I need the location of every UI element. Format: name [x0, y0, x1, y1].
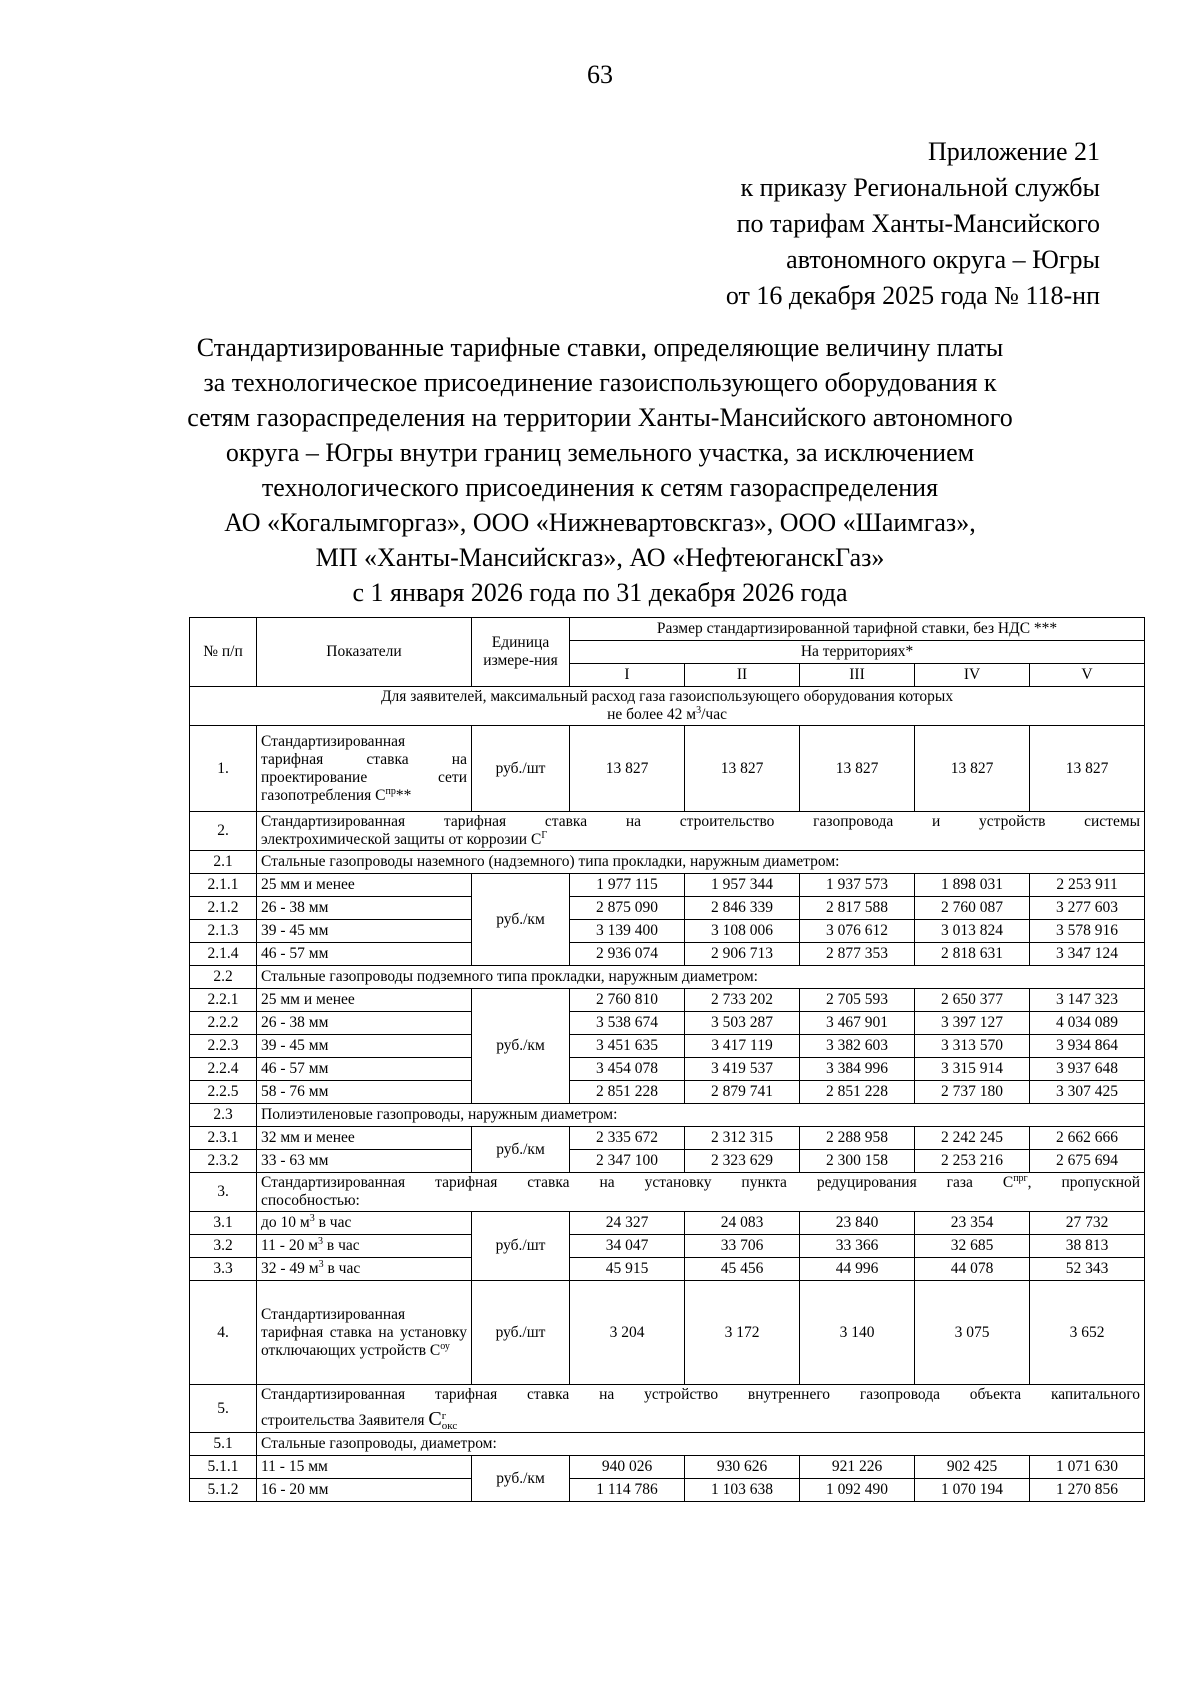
- value-cell: 3 147 323: [1030, 989, 1145, 1012]
- row-unit: руб./км: [472, 1456, 570, 1502]
- row-unit: руб./км: [472, 989, 570, 1104]
- row-label: 32 мм и менее: [257, 1127, 472, 1150]
- table-row: [190, 1058, 1145, 1081]
- title-line: за технологическое присоединение газоиспользующего оборудования к: [203, 368, 997, 397]
- row-label: 46 - 57 мм: [257, 1058, 472, 1081]
- value-cell: 2 818 631: [915, 943, 1030, 966]
- value-cell: 44 078: [915, 1258, 1030, 1281]
- section-header-line: не более 42 $м^3$/час: [607, 704, 727, 723]
- value-cell: 2 312 315: [685, 1127, 800, 1150]
- row-num: 5.1.2: [190, 1479, 257, 1502]
- table-row: [190, 897, 1145, 920]
- row-text: Стальные газопроводы, диаметром:: [257, 1433, 1145, 1456]
- value-cell: 2 877 353: [800, 943, 915, 966]
- value-cell: 13 827: [570, 726, 685, 812]
- row-num: 2.1.4: [190, 943, 257, 966]
- value-cell: 2 851 228: [800, 1081, 915, 1104]
- value-cell: 3 076 612: [800, 920, 915, 943]
- value-cell: 1 103 638: [685, 1479, 800, 1502]
- tariff-table: [189, 617, 1145, 1502]
- value-cell: 23 354: [915, 1212, 1030, 1235]
- table-row: [190, 1104, 1145, 1127]
- value-cell: 3 313 570: [915, 1035, 1030, 1058]
- value-cell: 3 204: [570, 1281, 685, 1385]
- row-num: 2.: [190, 812, 257, 851]
- value-cell: 3 382 603: [800, 1035, 915, 1058]
- value-cell: 2 936 074: [570, 943, 685, 966]
- row-label: 39 - 45 мм: [257, 1035, 472, 1058]
- row-unit: руб./км: [472, 1127, 570, 1173]
- value-cell: 2 879 741: [685, 1081, 800, 1104]
- appendix-line: к приказу Региональной службы: [740, 173, 1100, 202]
- table-row: [190, 1173, 1145, 1212]
- table-row: [190, 1479, 1145, 1502]
- row-num: 2.2.1: [190, 989, 257, 1012]
- value-cell: 3 454 078: [570, 1058, 685, 1081]
- value-cell: 2 323 629: [685, 1150, 800, 1173]
- section-header-row: [190, 687, 1145, 726]
- document-title: [120, 330, 1080, 610]
- row-text: Стандартизированная тарифная ставка на установку отключающих устройств $С^{оу}$: [257, 1281, 472, 1385]
- value-cell: 13 827: [915, 726, 1030, 812]
- value-cell: 930 626: [685, 1456, 800, 1479]
- header-territory-5: V: [1030, 664, 1145, 687]
- row-num: 5.1.1: [190, 1456, 257, 1479]
- table-row: [190, 1150, 1145, 1173]
- value-cell: 1 898 031: [915, 874, 1030, 897]
- value-cell: 3 419 537: [685, 1058, 800, 1081]
- value-cell: 2 733 202: [685, 989, 800, 1012]
- value-cell: 3 417 119: [685, 1035, 800, 1058]
- row-num: 2.1.1: [190, 874, 257, 897]
- row-num: 2.2: [190, 966, 257, 989]
- row-text: Стандартизированная тарифная ставка на строительство газопровода и устройств системы электрохимической защиты от коррозии $С^Г$: [257, 812, 1145, 851]
- value-cell: 1 937 573: [800, 874, 915, 897]
- row-label: 25 мм и менее: [257, 989, 472, 1012]
- value-cell: 3 451 635: [570, 1035, 685, 1058]
- row-label: 25 мм и менее: [257, 874, 472, 897]
- value-cell: 2 737 180: [915, 1081, 1030, 1104]
- row-text: Полиэтиленовые газопроводы, наружным диаметром:: [257, 1104, 1145, 1127]
- value-cell: 1 092 490: [800, 1479, 915, 1502]
- value-cell: 3 139 400: [570, 920, 685, 943]
- value-cell: 2 846 339: [685, 897, 800, 920]
- value-cell: 1 114 786: [570, 1479, 685, 1502]
- title-line: с 1 января 2026 года по 31 декабря 2026 года: [352, 578, 848, 607]
- value-cell: 3 384 996: [800, 1058, 915, 1081]
- row-label: 32 - 49 $м^3$ в час: [257, 1258, 472, 1281]
- table-row: [190, 920, 1145, 943]
- row-label: 11 - 15 мм: [257, 1456, 472, 1479]
- value-cell: 23 840: [800, 1212, 915, 1235]
- table-row: [190, 1433, 1145, 1456]
- value-cell: 24 327: [570, 1212, 685, 1235]
- value-cell: 3 075: [915, 1281, 1030, 1385]
- row-num: 2.1.2: [190, 897, 257, 920]
- value-cell: 3 937 648: [1030, 1058, 1145, 1081]
- table-row: [190, 851, 1145, 874]
- row-label: 16 - 20 мм: [257, 1479, 472, 1502]
- value-cell: 13 827: [685, 726, 800, 812]
- row-num: 2.3.1: [190, 1127, 257, 1150]
- row-unit: руб./шт: [472, 1212, 570, 1281]
- value-cell: 13 827: [800, 726, 915, 812]
- value-cell: 3 578 916: [1030, 920, 1145, 943]
- value-cell: 27 732: [1030, 1212, 1145, 1235]
- row-num: 4.: [190, 1281, 257, 1385]
- value-cell: 34 047: [570, 1235, 685, 1258]
- value-cell: 38 813: [1030, 1235, 1145, 1258]
- header-row: [190, 618, 1145, 641]
- value-cell: 3 307 425: [1030, 1081, 1145, 1104]
- table-row: [190, 1258, 1145, 1281]
- value-cell: 902 425: [915, 1456, 1030, 1479]
- section-header-line: Для заявителей, максимальный расход газа газоиспользующего оборудования которых: [380, 688, 954, 705]
- table-row: [190, 1281, 1145, 1385]
- row-text: Стальные газопроводы подземного типа прокладки, наружным диаметром:: [257, 966, 1145, 989]
- value-cell: 2 288 958: [800, 1127, 915, 1150]
- title-line: сетям газораспределения на территории Ханты-Мансийского автономного: [187, 403, 1013, 432]
- table-row: [190, 1385, 1145, 1433]
- value-cell: 2 817 588: [800, 897, 915, 920]
- appendix-line: Приложение 21: [927, 137, 1100, 166]
- row-label: 11 - 20 $м^3$ в час: [257, 1235, 472, 1258]
- value-cell: 3 397 127: [915, 1012, 1030, 1035]
- table-row: [190, 1212, 1145, 1235]
- value-cell: 2 347 100: [570, 1150, 685, 1173]
- value-cell: 3 538 674: [570, 1012, 685, 1035]
- value-cell: 4 034 089: [1030, 1012, 1145, 1035]
- value-cell: 32 685: [915, 1235, 1030, 1258]
- header-rate: Размер стандартизированной тарифной ставки, без НДС ***: [570, 618, 1145, 641]
- value-cell: 2 335 672: [570, 1127, 685, 1150]
- table-row: [190, 1035, 1145, 1058]
- table-row: [190, 1081, 1145, 1104]
- table-row: [190, 726, 1145, 812]
- header-unit: Единица измере-ния: [472, 618, 570, 687]
- header-territory-2: II: [685, 664, 800, 687]
- row-num: 2.2.3: [190, 1035, 257, 1058]
- header-indicators: Показатели: [257, 618, 472, 687]
- value-cell: 2 705 593: [800, 989, 915, 1012]
- value-cell: 33 366: [800, 1235, 915, 1258]
- appendix-reference: [726, 134, 1100, 314]
- value-cell: 921 226: [800, 1456, 915, 1479]
- value-cell: 2 675 694: [1030, 1150, 1145, 1173]
- table-row: [190, 812, 1145, 851]
- row-num: 2.2.5: [190, 1081, 257, 1104]
- row-num: 2.1.3: [190, 920, 257, 943]
- appendix-line: от 16 декабря 2025 года № 118-нп: [725, 281, 1100, 310]
- appendix-line: по тарифам Ханты-Мансийского: [736, 209, 1100, 238]
- value-cell: 45 456: [685, 1258, 800, 1281]
- row-unit: руб./шт: [472, 1281, 570, 1385]
- value-cell: 3 347 124: [1030, 943, 1145, 966]
- row-num: 2.3: [190, 1104, 257, 1127]
- row-text: Стандартизированная тарифная ставка на установку пункта редуцирования газа $С^{прг}$, пропускной способностью:: [257, 1173, 1145, 1212]
- title-line: Стандартизированные тарифные ставки, определяющие величину платы: [196, 333, 1004, 362]
- value-cell: 24 083: [685, 1212, 800, 1235]
- row-text: Стандартизированная тарифная ставка на проектирование сети газопотребления $С^{пр}**$: [257, 726, 472, 812]
- row-label: 39 - 45 мм: [257, 920, 472, 943]
- table-row: [190, 943, 1145, 966]
- value-cell: 3 277 603: [1030, 897, 1145, 920]
- row-num: 5.1: [190, 1433, 257, 1456]
- value-cell: 1 957 344: [685, 874, 800, 897]
- value-cell: 3 108 006: [685, 920, 800, 943]
- value-cell: 2 300 158: [800, 1150, 915, 1173]
- value-cell: 45 915: [570, 1258, 685, 1281]
- value-cell: 13 827: [1030, 726, 1145, 812]
- value-cell: 2 242 245: [915, 1127, 1030, 1150]
- row-num: 2.2.2: [190, 1012, 257, 1035]
- title-line: технологического присоединения к сетям газораспределения: [261, 473, 939, 502]
- header-territories: На территориях*: [570, 641, 1145, 664]
- value-cell: 3 934 864: [1030, 1035, 1145, 1058]
- value-cell: 2 253 911: [1030, 874, 1145, 897]
- value-cell: 3 652: [1030, 1281, 1145, 1385]
- table-row: [190, 966, 1145, 989]
- table-row: [190, 1235, 1145, 1258]
- row-num: 3.2: [190, 1235, 257, 1258]
- value-cell: 2 760 810: [570, 989, 685, 1012]
- value-cell: 3 467 901: [800, 1012, 915, 1035]
- value-cell: 2 906 713: [685, 943, 800, 966]
- value-cell: 1 070 194: [915, 1479, 1030, 1502]
- appendix-line: автономного округа – Югры: [786, 245, 1100, 274]
- row-num: 3.1: [190, 1212, 257, 1235]
- row-num: 2.1: [190, 851, 257, 874]
- row-label: до 10 $м^3$ в час: [257, 1212, 472, 1235]
- table-row: [190, 989, 1145, 1012]
- value-cell: 2 650 377: [915, 989, 1030, 1012]
- title-line: округа – Югры внутри границ земельного участка, за исключением: [225, 438, 975, 467]
- row-text: Стальные газопроводы наземного (надземного) типа прокладки, наружным диаметром:: [257, 851, 1145, 874]
- row-label: 46 - 57 мм: [257, 943, 472, 966]
- table-row: [190, 1456, 1145, 1479]
- page-number: 63: [587, 60, 613, 89]
- section-header: [190, 687, 1145, 726]
- row-unit: руб./км: [472, 874, 570, 966]
- row-label: 26 - 38 мм: [257, 1012, 472, 1035]
- row-num: 2.3.2: [190, 1150, 257, 1173]
- value-cell: 940 026: [570, 1456, 685, 1479]
- value-cell: 1 270 856: [1030, 1479, 1145, 1502]
- header-territory-3: III: [800, 664, 915, 687]
- value-cell: 2 760 087: [915, 897, 1030, 920]
- value-cell: 3 503 287: [685, 1012, 800, 1035]
- title-line: МП «Ханты-Мансийскгаз», АО «НефтеюганскГаз»: [315, 543, 885, 572]
- table-row: [190, 1012, 1145, 1035]
- value-cell: 1 071 630: [1030, 1456, 1145, 1479]
- row-num: 2.2.4: [190, 1058, 257, 1081]
- row-unit: руб./шт: [472, 726, 570, 812]
- table-row: [190, 1127, 1145, 1150]
- value-cell: 2 875 090: [570, 897, 685, 920]
- title-line: АО «Когалымгоргаз», ООО «Нижневартовскгаз», ООО «Шаимгаз»,: [224, 508, 976, 537]
- value-cell: 44 996: [800, 1258, 915, 1281]
- header-territory-1: I: [570, 664, 685, 687]
- row-num: 5.: [190, 1385, 257, 1433]
- value-cell: 52 343: [1030, 1258, 1145, 1281]
- row-text: Стандартизированная тарифная ставка на устройство внутреннего газопровода объекта капитального строительства Заявителя С г окс: [257, 1385, 1145, 1433]
- row-label: 33 - 63 мм: [257, 1150, 472, 1173]
- value-cell: 3 172: [685, 1281, 800, 1385]
- value-cell: 3 315 914: [915, 1058, 1030, 1081]
- value-cell: 3 013 824: [915, 920, 1030, 943]
- header-territory-4: IV: [915, 664, 1030, 687]
- value-cell: 2 253 216: [915, 1150, 1030, 1173]
- row-num: 3.: [190, 1173, 257, 1212]
- row-num: 3.3: [190, 1258, 257, 1281]
- value-cell: 2 662 666: [1030, 1127, 1145, 1150]
- table-row: [190, 874, 1145, 897]
- row-label: 58 - 76 мм: [257, 1081, 472, 1104]
- header-num: № п/п: [190, 618, 257, 687]
- row-num: 1.: [190, 726, 257, 812]
- value-cell: 2 851 228: [570, 1081, 685, 1104]
- value-cell: 3 140: [800, 1281, 915, 1385]
- value-cell: 33 706: [685, 1235, 800, 1258]
- row-label: 26 - 38 мм: [257, 897, 472, 920]
- value-cell: 1 977 115: [570, 874, 685, 897]
